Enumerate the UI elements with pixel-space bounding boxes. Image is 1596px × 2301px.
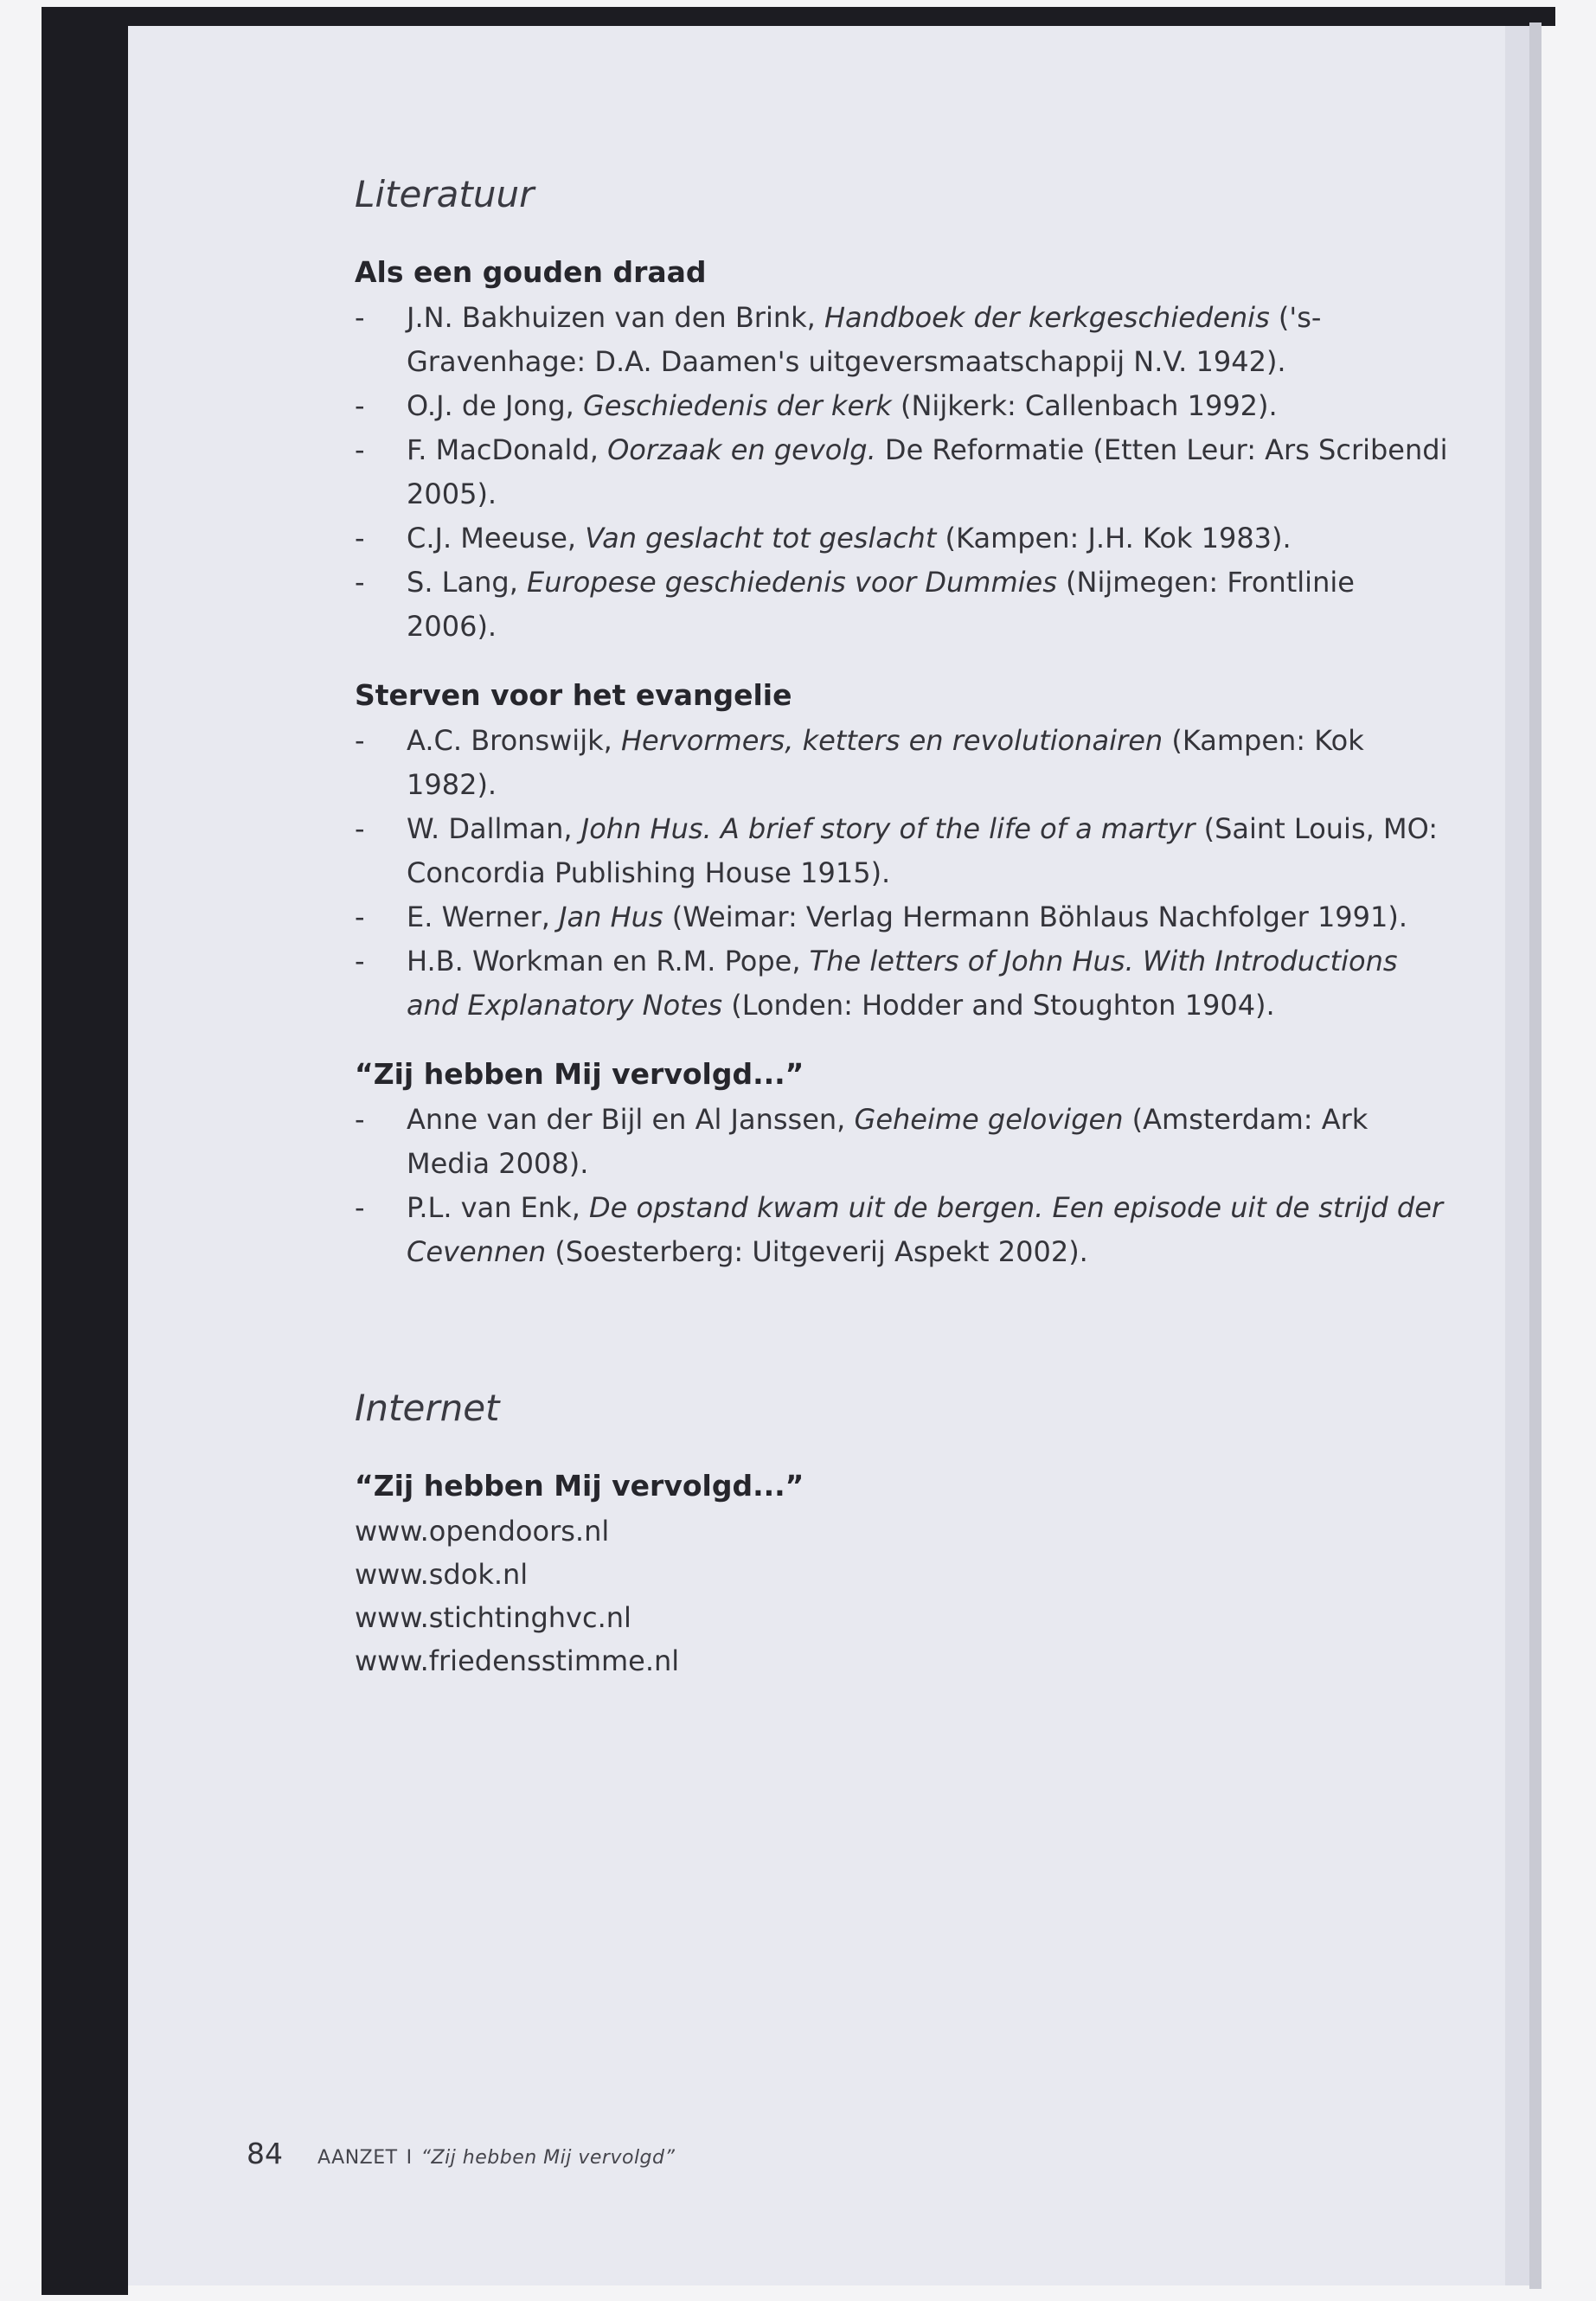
reference-item: - J.N. Bakhuizen van den Brink, Handboek der kerkgeschiedenis ('s-Gravenhage: D.A. Daamen's uitgeversmaatschappij N.V. 1942). <box>355 301 1322 378</box>
reference-item: - A.C. Bronswijk, Hervormers, ketters en revolutionairen (Kampen: Kok 1982). <box>355 724 1364 801</box>
reference-item: - H.B. Workman en R.M. Pope, The letters of John Hus. With Introductions and Explanatory Notes (Londen: Hodder and Stoughton 1904). <box>355 945 1398 1022</box>
group-heading: “Zij hebben Mij vervolgd...” <box>355 1469 804 1503</box>
running-head <box>317 2147 675 2169</box>
reference-item: - W. Dallman, John Hus. A brief story of the life of a martyr (Saint Louis, MO: Concordia Publishing House 1915). <box>355 812 1438 889</box>
scan-edge-right <box>1529 22 1542 2289</box>
reference-item: - C.J. Meeuse, Van geslacht tot geslacht (Kampen: J.H. Kok 1983). <box>355 522 1292 554</box>
scan-edge-left <box>42 7 128 2295</box>
reference-list <box>355 719 1453 1028</box>
group-heading: Als een gouden draad <box>355 255 707 289</box>
internet-group <box>355 1469 1453 1682</box>
reference-list <box>355 296 1453 649</box>
internet-title: Internet <box>355 1387 500 1429</box>
url-link[interactable]: www.sdok.nl <box>355 1558 529 1591</box>
reference-group-sterven <box>355 678 1453 1028</box>
reference-group-vervolgd <box>355 1057 1453 1274</box>
group-heading: Sterven voor het evangelie <box>355 678 792 712</box>
running-head-separator: I <box>406 2147 413 2169</box>
scan-edge-top <box>42 7 1555 26</box>
book-title: AANZET <box>317 2147 398 2169</box>
reference-item: - S. Lang, Europese geschiedenis voor Dummies (Nijmegen: Frontlinie 2006). <box>355 566 1355 643</box>
page-content <box>355 173 1453 1712</box>
page-shade <box>1505 26 1529 2285</box>
url-list <box>355 1509 1453 1682</box>
reference-item: - Anne van der Bijl en Al Janssen, Geheime gelovigen (Amsterdam: Ark Media 2008). <box>355 1103 1368 1180</box>
page-number: 84 <box>247 2137 283 2170</box>
reference-item: - F. MacDonald, Oorzaak en gevolg. De Reformatie (Etten Leur: Ars Scribendi 2005). <box>355 433 1448 510</box>
reference-item: - P.L. van Enk, De opstand kwam uit de bergen. Een episode uit de strijd der Cevennen (Soesterberg: Uitgeverij Aspekt 2002). <box>355 1191 1444 1268</box>
page-footer <box>247 2137 675 2170</box>
url-link[interactable]: www.stichtinghvc.nl <box>355 1601 631 1634</box>
reference-item: - E. Werner, Jan Hus (Weimar: Verlag Hermann Böhlaus Nachfolger 1991). <box>355 901 1408 933</box>
literatuur-title: Literatuur <box>355 173 535 215</box>
url-link[interactable]: www.friedensstimme.nl <box>355 1644 680 1677</box>
reference-item: - O.J. de Jong, Geschiedenis der kerk (Nijkerk: Callenbach 1992). <box>355 389 1278 422</box>
url-link[interactable]: www.opendoors.nl <box>355 1515 610 1548</box>
reference-list <box>355 1098 1453 1274</box>
reference-group-gouden-draad <box>355 255 1453 649</box>
chapter-title: “Zij hebben Mij vervolgd” <box>420 2147 676 2169</box>
group-heading: “Zij hebben Mij vervolgd...” <box>355 1057 804 1091</box>
